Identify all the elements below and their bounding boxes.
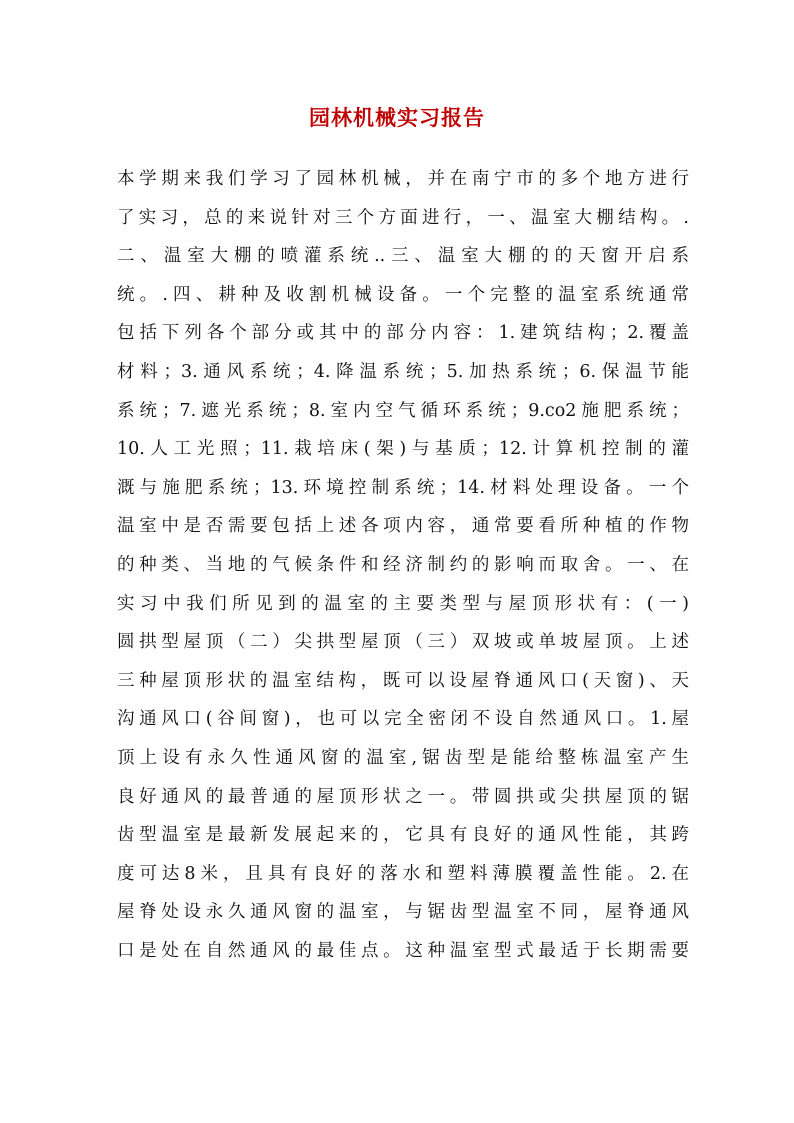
body-line: 顶上设有永久性通风窗的温室,锯齿型是能给整栋温室产生 bbox=[117, 747, 689, 768]
body-line: 圆拱型屋顶（二）尖拱型屋顶（三）双坡或单坡屋顶。上述 bbox=[117, 632, 689, 653]
body-line: 屋脊处设永久通风窗的温室，与锯齿型温室不同，屋脊通风 bbox=[117, 902, 689, 923]
body-line: 良好通风的最普通的屋顶形状之一。带圆拱或尖拱屋顶的锯 bbox=[117, 786, 689, 807]
body-line: 系统；7.遮光系统；8.室内空气循环系统；9.co2施肥系统； bbox=[117, 400, 689, 421]
body-line: 统。.四、耕种及收割机械设备。一个完整的温室系统通常 bbox=[117, 284, 689, 305]
body-line: 温室中是否需要包括上述各项内容，通常要看所种植的作物 bbox=[117, 516, 689, 537]
body-line: 材料；3.通风系统；4.降温系统；5.加热系统；6.保温节能 bbox=[117, 361, 689, 382]
body-line: 10.人工光照；11.栽培床(架)与基质；12.计算机控制的灌 bbox=[117, 439, 689, 460]
body-line: 实习中我们所见到的温室的主要类型与屋顶形状有：(一) bbox=[117, 593, 689, 614]
body-line: 的种类、当地的气候条件和经济制约的影响而取舍。一、在 bbox=[117, 554, 689, 575]
body-line: 齿型温室是最新发展起来的，它具有良好的通风性能，其跨 bbox=[117, 825, 689, 846]
body-line: 度可达8米，且具有良好的落水和塑料薄膜覆盖性能。2.在 bbox=[117, 863, 689, 884]
body-text bbox=[117, 160, 689, 970]
document-title: 园林机械实习报告 bbox=[309, 105, 485, 130]
body-line: 三种屋顶形状的温室结构，既可以设屋脊通风口(天窗)、天 bbox=[117, 670, 689, 691]
body-line: 包括下列各个部分或其中的部分内容：1.建筑结构；2.覆盖 bbox=[117, 323, 689, 344]
body-line: 本学期来我们学习了园林机械，并在南宁市的多个地方进行 bbox=[117, 169, 689, 189]
body-line: 了实习，总的来说针对三个方面进行，一、温室大棚结构。. bbox=[117, 207, 689, 228]
body-line: 二、温室大棚的喷灌系统..三、温室大棚的的天窗开启系 bbox=[117, 246, 689, 267]
body-line: 溉与施肥系统；13.环境控制系统；14.材料处理设备。一个 bbox=[117, 477, 689, 498]
body-line: 沟通风口(谷间窗)，也可以完全密闭不设自然通风口。1.屋 bbox=[117, 709, 689, 730]
body-line: 口是处在自然通风的最佳点。这种温室型式最适于长期需要 bbox=[117, 940, 689, 961]
